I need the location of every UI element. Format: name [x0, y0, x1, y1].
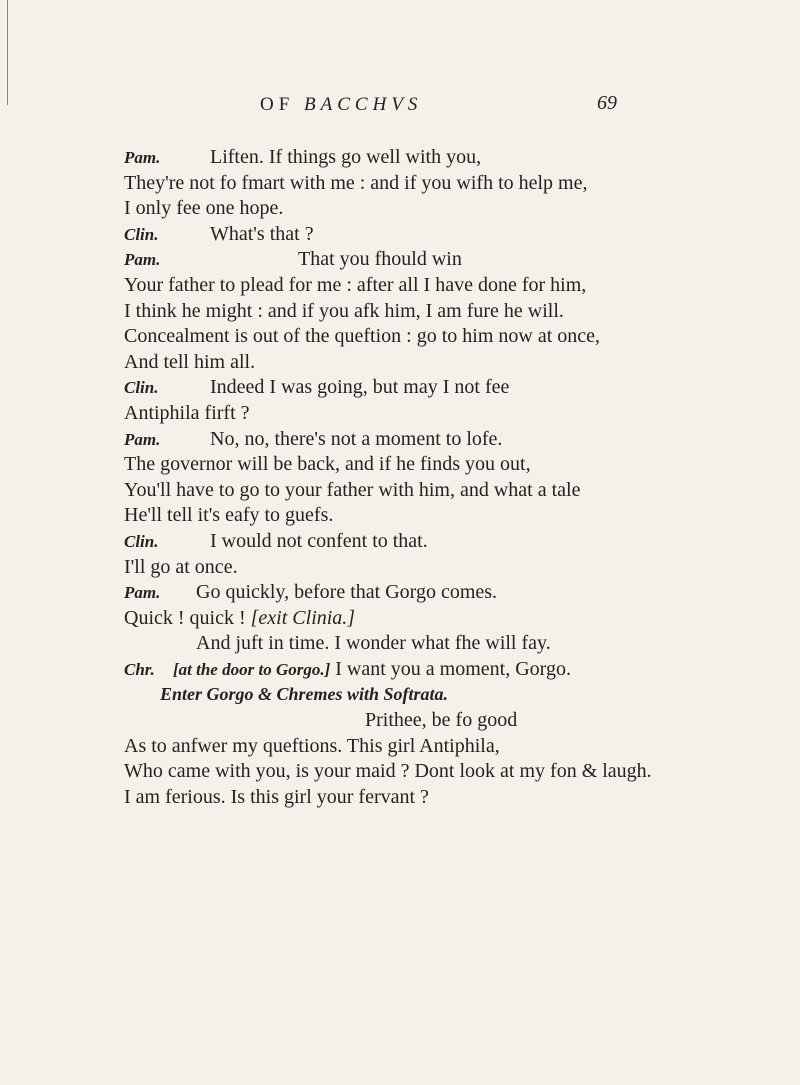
speaker-label: Clin. — [124, 378, 159, 398]
dialogue-line — [124, 631, 724, 657]
page-number: 69 — [597, 92, 617, 114]
line-text: You'll have to go to your father with him, and what a tale — [124, 478, 581, 501]
running-title — [260, 94, 422, 116]
dialogue-line — [124, 427, 724, 453]
dialogue-line — [124, 529, 724, 555]
dialogue-line — [124, 452, 724, 478]
speaker-label: Pam. — [124, 148, 161, 167]
line-text: That you fhould win — [298, 248, 462, 271]
dialogue-line — [124, 759, 724, 785]
line-text: No, no, there's not a moment to lofe. — [210, 427, 503, 450]
line-text: I think he might : and if you afk him, I am fure he will. — [124, 299, 564, 322]
dialogue-line — [124, 657, 724, 683]
line-text: Quick ! quick ! — [124, 606, 246, 629]
dialogue-line — [124, 401, 724, 427]
line-text: I would not confent to that. — [210, 529, 428, 552]
dialogue-line — [124, 196, 724, 222]
line-text: Prithee, be fo good — [365, 709, 518, 732]
dialogue-line — [124, 734, 724, 760]
line-text: I only fee one hope. — [124, 197, 284, 220]
stage-heading: Enter Gorgo & Chremes with Softrata. — [160, 684, 449, 705]
dialogue-line — [124, 580, 724, 606]
speaker-label: Pam. — [124, 429, 161, 449]
line-text: They're not fo fmart with me : and if you wifh to help me, — [124, 171, 588, 194]
line-text: He'll tell it's eafy to guefs. — [124, 504, 334, 527]
dialogue-line — [124, 555, 724, 581]
speaker-label: Clin. — [124, 531, 159, 551]
dialogue-line — [124, 324, 724, 350]
dialogue-line — [124, 785, 724, 811]
play-text — [124, 145, 724, 810]
dialogue-line — [124, 222, 724, 248]
running-title-main: BACCHVS — [304, 94, 423, 115]
dialogue-line — [124, 299, 724, 325]
running-header — [0, 90, 800, 120]
line-text: Liften. If things go well with you, — [210, 146, 482, 168]
stage-direction: [at the door to Gorgo.] — [173, 659, 331, 679]
dialogue-line — [124, 503, 724, 529]
line-text: I'll go at once. — [124, 555, 238, 578]
dialogue-line — [124, 350, 724, 376]
line-text: And tell him all. — [124, 350, 256, 373]
line-text: The governor will be back, and if he finds you out, — [124, 453, 531, 476]
stage-heading-line — [124, 682, 724, 708]
dialogue-line — [124, 478, 724, 504]
dialogue-line — [124, 606, 724, 632]
line-text: Concealment is out of the queftion : go to him now at once, — [124, 325, 601, 348]
line-text: Antiphila firft ? — [124, 401, 250, 424]
dialogue-line — [124, 708, 724, 734]
dialogue-line — [124, 375, 724, 401]
line-text: Your father to plead for me : after all I have done for him, — [124, 273, 587, 296]
running-title-prefix: OF — [260, 94, 295, 115]
line-text: What's that ? — [210, 222, 314, 245]
line-text: And juft in time. I wonder what fhe will fay. — [196, 632, 551, 655]
dialogue-line — [124, 171, 724, 197]
line-text: Indeed I was going, but may I not fee — [210, 376, 510, 399]
line-text: I want you a moment, Gorgo. — [335, 657, 571, 680]
dialogue-line — [124, 273, 724, 299]
speaker-label: Chr. — [124, 659, 155, 679]
line-text: I am ferious. Is this girl your fervant ? — [124, 785, 429, 808]
dialogue-line — [124, 247, 724, 273]
line-text: Go quickly, before that Gorgo comes. — [196, 581, 498, 604]
stage-direction: [exit Clinia.] — [250, 606, 356, 629]
line-text: Who came with you, is your maid ? Dont look at my fon & laugh. — [124, 760, 652, 783]
speaker-label: Clin. — [124, 224, 159, 244]
speaker-label: Pam. — [124, 250, 161, 270]
line-text: As to anfwer my queftions. This girl Antiphila, — [124, 734, 500, 757]
speaker-label: Pam. — [124, 583, 161, 603]
dialogue-line — [124, 145, 724, 171]
